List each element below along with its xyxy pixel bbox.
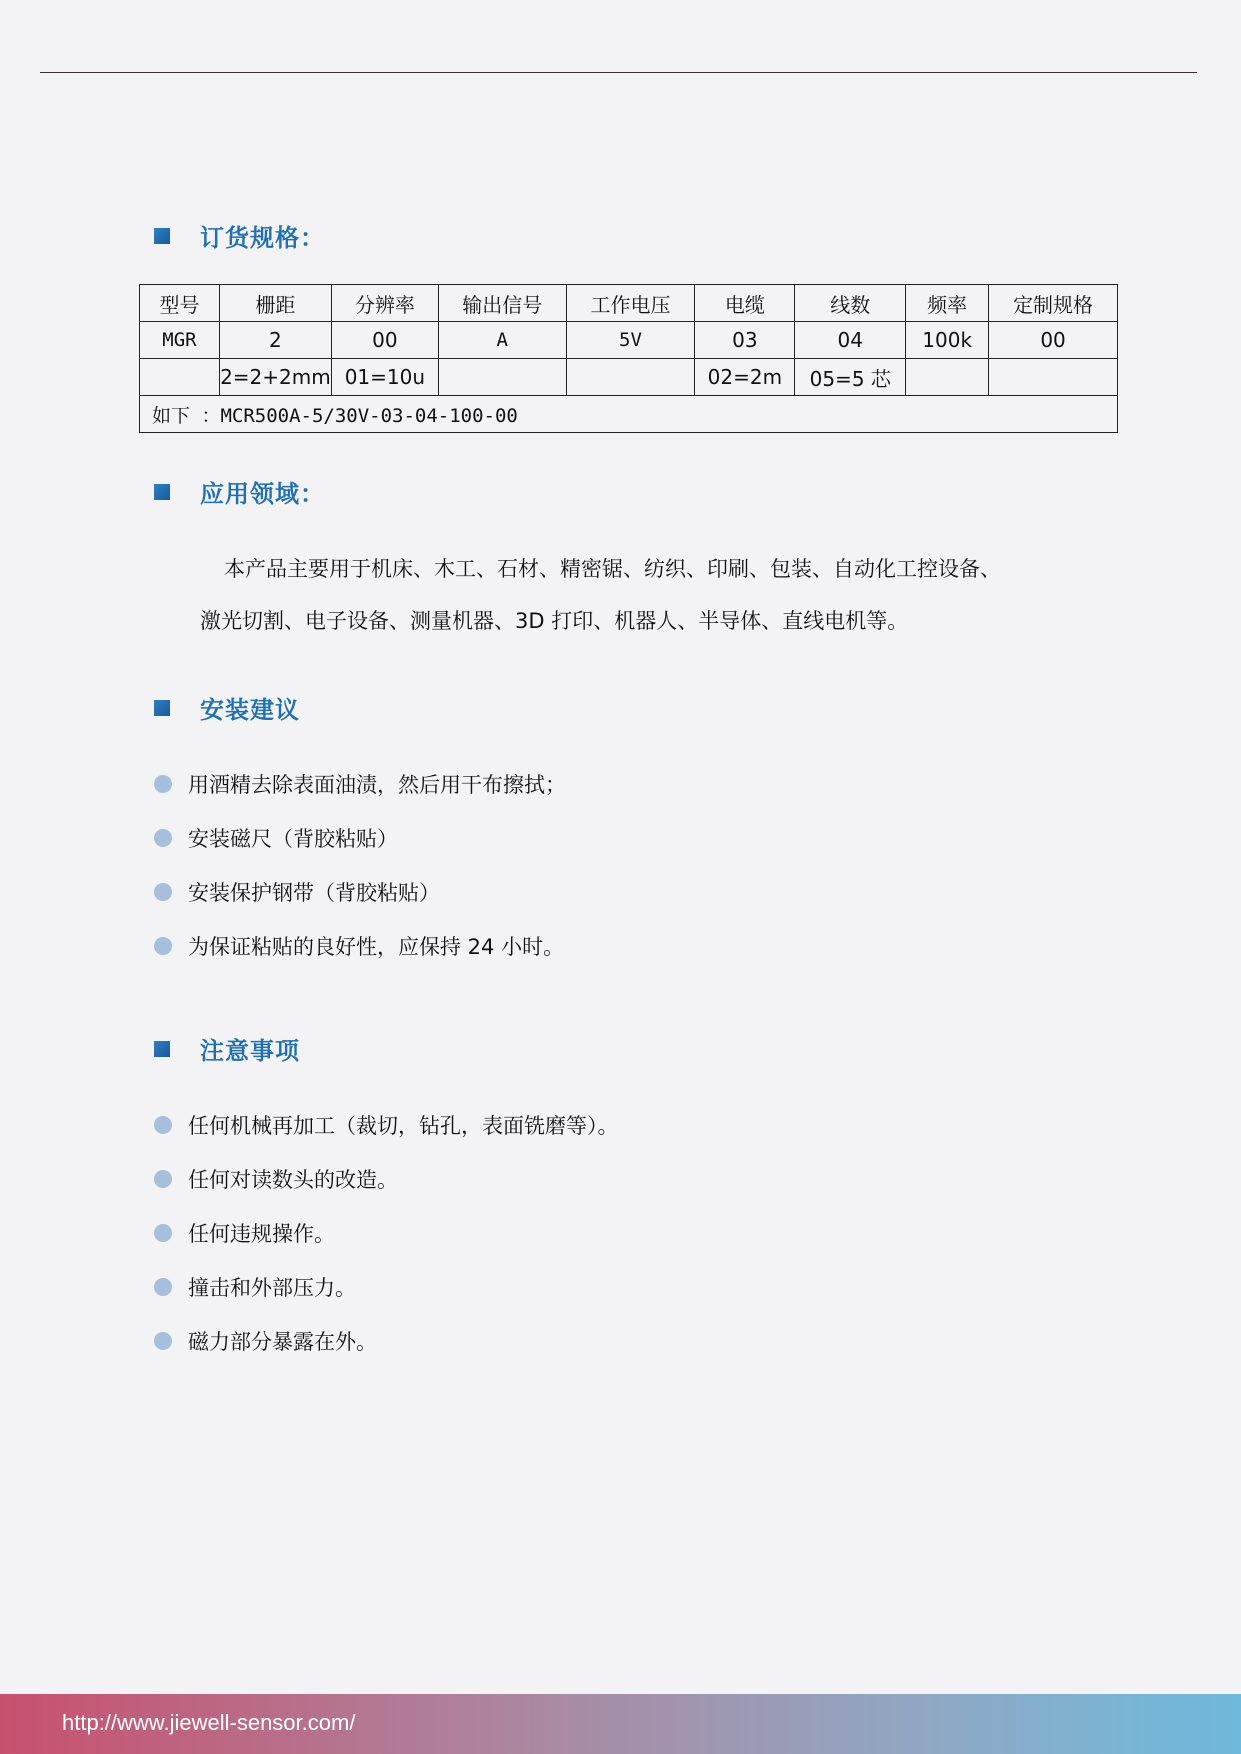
square-bullet-icon	[154, 228, 170, 244]
paragraph-line: 本产品主要用于机床、木工、石材、精密锯、纺织、印刷、包装、自动化工控设备、	[224, 557, 1001, 581]
paragraph-line: 激光切割、电子设备、测量机器、3D 打印、机器人、半导体、直线电机等。	[200, 609, 909, 633]
section-title: 应用领域：	[200, 480, 325, 508]
square-bullet-icon	[154, 700, 170, 716]
list-item: 磁力部分暴露在外。	[154, 1314, 619, 1368]
circle-bullet-icon	[154, 1278, 172, 1296]
section-title: 注意事项	[200, 1037, 300, 1065]
square-bullet-icon	[154, 484, 170, 500]
list-item: 任何违规操作。	[154, 1206, 619, 1260]
application-paragraph	[200, 543, 1130, 647]
table-cell	[989, 359, 1118, 396]
circle-bullet-icon	[154, 1224, 172, 1242]
list-item: 任何对读数头的改造。	[154, 1152, 619, 1206]
circle-bullet-icon	[154, 883, 172, 901]
table-cell	[438, 359, 566, 396]
header-cell: 定制规格	[989, 285, 1118, 322]
table-row	[140, 322, 1118, 359]
list-item: 用酒精去除表面油渍，然后用干布擦拭；	[154, 757, 566, 811]
list-item: 任何机械再加工（裁切，钻孔，表面铣磨等）。	[154, 1098, 619, 1152]
header-cell: 频率	[906, 285, 989, 322]
circle-bullet-icon	[154, 775, 172, 793]
installation-list	[154, 757, 566, 973]
table-cell	[566, 359, 695, 396]
list-item: 为保证粘贴的良好性，应保持 24 小时。	[154, 919, 566, 973]
table-cell: MGR	[140, 322, 220, 359]
header-cell: 输出信号	[438, 285, 566, 322]
section-ordering-heading	[154, 218, 325, 253]
table-cell: 00	[331, 322, 438, 359]
list-item: 安装保护钢带（背胶粘贴）	[154, 865, 566, 919]
circle-bullet-icon	[154, 829, 172, 847]
circle-bullet-icon	[154, 1116, 172, 1134]
table-cell: 5V	[566, 322, 695, 359]
header-cell: 电缆	[695, 285, 795, 322]
table-cell: 2	[219, 322, 331, 359]
section-installation-heading	[154, 690, 300, 725]
square-bullet-icon	[154, 1041, 170, 1057]
table-cell: 02=2m	[695, 359, 795, 396]
notes-list	[154, 1098, 619, 1368]
table-cell: 100k	[906, 322, 989, 359]
section-notes-heading	[154, 1031, 300, 1066]
table-example-row	[140, 396, 1118, 433]
header-cell: 型号	[140, 285, 220, 322]
footer-bar	[0, 1694, 1241, 1754]
header-cell: 线数	[795, 285, 906, 322]
example-cell: 如下 ：MCR500A-5/30V-03-04-100-00	[140, 396, 1118, 433]
section-title: 订货规格：	[200, 224, 325, 252]
table-cell: 01=10u	[331, 359, 438, 396]
table-cell: 05=5 芯	[795, 359, 906, 396]
table-row	[140, 359, 1118, 396]
table-cell: 04	[795, 322, 906, 359]
footer-url-link[interactable]: http://www.jiewell-sensor.com/	[62, 1710, 356, 1735]
circle-bullet-icon	[154, 1170, 172, 1188]
header-cell: 工作电压	[566, 285, 695, 322]
table-cell	[140, 359, 220, 396]
section-application-heading	[154, 474, 325, 509]
ordering-spec-table	[139, 284, 1118, 433]
list-item: 安装磁尺（背胶粘贴）	[154, 811, 566, 865]
table-cell: 00	[989, 322, 1118, 359]
table-cell: 03	[695, 322, 795, 359]
top-divider	[40, 72, 1197, 73]
circle-bullet-icon	[154, 937, 172, 955]
table-cell	[906, 359, 989, 396]
section-title: 安装建议	[200, 696, 300, 724]
circle-bullet-icon	[154, 1332, 172, 1350]
table-header-row	[140, 285, 1118, 322]
header-cell: 栅距	[219, 285, 331, 322]
table-cell: A	[438, 322, 566, 359]
table-cell: 2=2+2mm	[219, 359, 331, 396]
list-item: 撞击和外部压力。	[154, 1260, 619, 1314]
header-cell: 分辨率	[331, 285, 438, 322]
